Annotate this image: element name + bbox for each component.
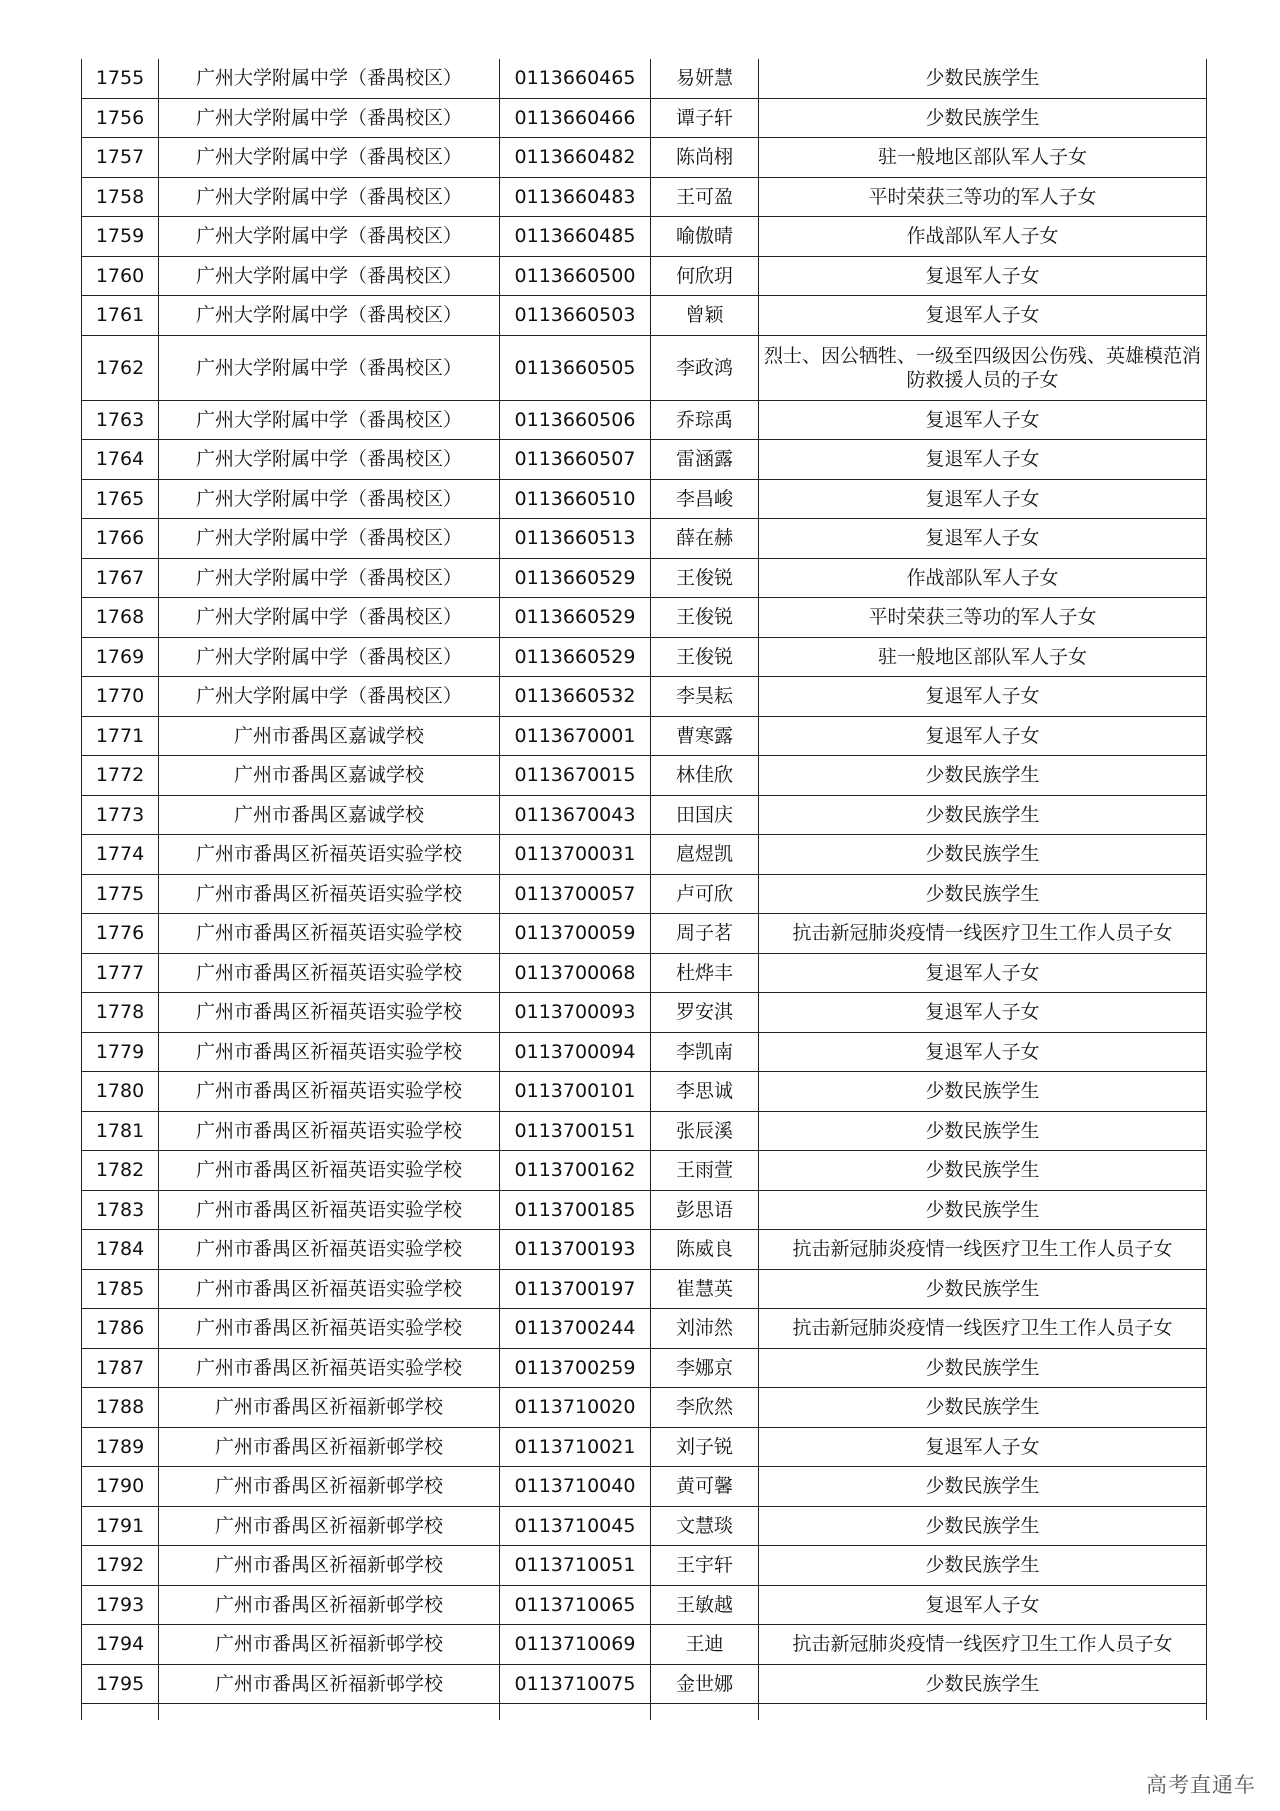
category-cell: 复退军人子女 — [759, 400, 1207, 440]
student-id-cell: 0113660507 — [500, 440, 651, 480]
table-body — [82, 59, 1207, 1720]
row-number-cell: 1794 — [82, 1625, 159, 1665]
student-name-cell: 陈威良 — [651, 1230, 759, 1270]
table-row — [82, 835, 1207, 875]
student-id-cell: 0113660513 — [500, 519, 651, 559]
row-number-cell: 1770 — [82, 677, 159, 717]
row-number-cell: 1755 — [82, 59, 159, 98]
school-name-cell: 广州市番禺区嘉诚学校 — [159, 756, 500, 796]
category-cell: 抗击新冠肺炎疫情一线医疗卫生工作人员子女 — [759, 914, 1207, 954]
student-id-cell: 0113710065 — [500, 1585, 651, 1625]
student-id-cell: 0113710045 — [500, 1506, 651, 1546]
table-row — [82, 479, 1207, 519]
student-id-cell: 0113660529 — [500, 637, 651, 677]
school-name-cell: 广州市番禺区祈福新邨学校 — [159, 1467, 500, 1507]
category-cell: 复退军人子女 — [759, 677, 1207, 717]
table-row — [82, 795, 1207, 835]
school-name-cell: 广州大学附属中学（番禺校区） — [159, 400, 500, 440]
table-row — [82, 1585, 1207, 1625]
category-cell: 少数民族学生 — [759, 1111, 1207, 1151]
student-id-cell: 0113660466 — [500, 98, 651, 138]
row-number-cell: 1772 — [82, 756, 159, 796]
school-name-cell: 广州大学附属中学（番禺校区） — [159, 677, 500, 717]
row-number-cell: 1777 — [82, 953, 159, 993]
category-cell: 复退军人子女 — [759, 256, 1207, 296]
table-row — [82, 177, 1207, 217]
table-row — [82, 993, 1207, 1033]
student-name-cell: 王宇轩 — [651, 1546, 759, 1586]
table-row — [82, 1348, 1207, 1388]
student-id-cell: 0113700101 — [500, 1072, 651, 1112]
empty-cell — [651, 1704, 759, 1721]
category-cell: 少数民族学生 — [759, 1348, 1207, 1388]
row-number-cell: 1793 — [82, 1585, 159, 1625]
student-name-cell: 周子茗 — [651, 914, 759, 954]
row-number-cell: 1786 — [82, 1309, 159, 1349]
category-cell: 少数民族学生 — [759, 1546, 1207, 1586]
school-name-cell: 广州市番禺区祈福英语实验学校 — [159, 1072, 500, 1112]
student-name-cell: 李思诚 — [651, 1072, 759, 1112]
student-name-cell: 曹寒露 — [651, 716, 759, 756]
row-number-cell: 1775 — [82, 874, 159, 914]
student-name-cell: 薛在赫 — [651, 519, 759, 559]
student-name-cell: 李昌峻 — [651, 479, 759, 519]
student-id-cell: 0113670015 — [500, 756, 651, 796]
student-name-cell: 曾颖 — [651, 296, 759, 336]
row-number-cell: 1768 — [82, 598, 159, 638]
row-number-cell: 1792 — [82, 1546, 159, 1586]
row-number-cell: 1764 — [82, 440, 159, 480]
row-number-cell: 1758 — [82, 177, 159, 217]
category-cell: 复退军人子女 — [759, 716, 1207, 756]
table-row — [82, 1664, 1207, 1704]
row-number-cell: 1771 — [82, 716, 159, 756]
student-name-cell: 杜烨丰 — [651, 953, 759, 993]
table-row — [82, 914, 1207, 954]
student-id-cell: 0113660485 — [500, 217, 651, 257]
student-id-cell: 0113660483 — [500, 177, 651, 217]
school-name-cell: 广州大学附属中学（番禺校区） — [159, 98, 500, 138]
student-name-cell: 王俊锐 — [651, 637, 759, 677]
row-number-cell: 1778 — [82, 993, 159, 1033]
row-number-cell: 1795 — [82, 1664, 159, 1704]
table-row — [82, 98, 1207, 138]
school-name-cell: 广州市番禺区祈福新邨学校 — [159, 1546, 500, 1586]
empty-cell — [500, 1704, 651, 1721]
student-name-cell: 李昊耘 — [651, 677, 759, 717]
school-name-cell: 广州市番禺区祈福新邨学校 — [159, 1585, 500, 1625]
table-row — [82, 953, 1207, 993]
table-row — [82, 256, 1207, 296]
student-id-cell: 0113700259 — [500, 1348, 651, 1388]
student-name-cell: 易妍慧 — [651, 59, 759, 98]
student-id-cell: 0113710020 — [500, 1388, 651, 1428]
table-row — [82, 59, 1207, 98]
category-cell: 复退军人子女 — [759, 479, 1207, 519]
student-id-cell: 0113710075 — [500, 1664, 651, 1704]
student-name-cell: 李凯南 — [651, 1032, 759, 1072]
student-id-cell: 0113710021 — [500, 1427, 651, 1467]
table-row — [82, 1467, 1207, 1507]
student-name-cell: 王俊锐 — [651, 598, 759, 638]
category-cell: 少数民族学生 — [759, 1151, 1207, 1191]
student-id-cell: 0113660510 — [500, 479, 651, 519]
row-number-cell: 1783 — [82, 1190, 159, 1230]
table-row — [82, 677, 1207, 717]
watermark: 高考直通车 — [1146, 1773, 1256, 1797]
row-number-cell: 1765 — [82, 479, 159, 519]
category-cell: 少数民族学生 — [759, 795, 1207, 835]
row-number-cell: 1779 — [82, 1032, 159, 1072]
student-id-cell: 0113700151 — [500, 1111, 651, 1151]
student-id-cell: 0113710051 — [500, 1546, 651, 1586]
category-cell: 抗击新冠肺炎疫情一线医疗卫生工作人员子女 — [759, 1230, 1207, 1270]
row-number-cell: 1789 — [82, 1427, 159, 1467]
category-cell: 少数民族学生 — [759, 874, 1207, 914]
school-name-cell: 广州大学附属中学（番禺校区） — [159, 296, 500, 336]
school-name-cell: 广州市番禺区祈福英语实验学校 — [159, 835, 500, 875]
admission-table — [81, 59, 1207, 1720]
student-id-cell: 0113700057 — [500, 874, 651, 914]
student-name-cell: 金世娜 — [651, 1664, 759, 1704]
school-name-cell: 广州市番禺区祈福英语实验学校 — [159, 1348, 500, 1388]
row-number-cell: 1780 — [82, 1072, 159, 1112]
student-name-cell: 刘子锐 — [651, 1427, 759, 1467]
school-name-cell: 广州市番禺区祈福新邨学校 — [159, 1625, 500, 1665]
student-name-cell: 林佳欣 — [651, 756, 759, 796]
category-cell: 驻一般地区部队军人子女 — [759, 637, 1207, 677]
table-row — [82, 1151, 1207, 1191]
empty-cell — [82, 1704, 159, 1721]
student-id-cell: 0113700094 — [500, 1032, 651, 1072]
student-name-cell: 谭子轩 — [651, 98, 759, 138]
school-name-cell: 广州市番禺区祈福新邨学校 — [159, 1664, 500, 1704]
student-name-cell: 罗安淇 — [651, 993, 759, 1033]
table-row — [82, 1230, 1207, 1270]
row-number-cell: 1759 — [82, 217, 159, 257]
student-id-cell: 0113700185 — [500, 1190, 651, 1230]
student-name-cell: 彭思语 — [651, 1190, 759, 1230]
row-number-cell: 1788 — [82, 1388, 159, 1428]
category-cell: 抗击新冠肺炎疫情一线医疗卫生工作人员子女 — [759, 1309, 1207, 1349]
school-name-cell: 广州大学附属中学（番禺校区） — [159, 138, 500, 178]
category-cell: 少数民族学生 — [759, 835, 1207, 875]
school-name-cell: 广州大学附属中学（番禺校区） — [159, 440, 500, 480]
student-name-cell: 王可盈 — [651, 177, 759, 217]
row-number-cell: 1763 — [82, 400, 159, 440]
row-number-cell: 1791 — [82, 1506, 159, 1546]
table-row — [82, 1546, 1207, 1586]
school-name-cell: 广州市番禺区祈福英语实验学校 — [159, 1151, 500, 1191]
student-id-cell: 0113660482 — [500, 138, 651, 178]
school-name-cell: 广州市番禺区祈福英语实验学校 — [159, 1230, 500, 1270]
student-id-cell: 0113700193 — [500, 1230, 651, 1270]
student-name-cell: 田国庆 — [651, 795, 759, 835]
table-row — [82, 217, 1207, 257]
row-number-cell: 1760 — [82, 256, 159, 296]
student-name-cell: 刘沛然 — [651, 1309, 759, 1349]
student-id-cell: 0113660506 — [500, 400, 651, 440]
student-id-cell: 0113700244 — [500, 1309, 651, 1349]
category-cell: 作战部队军人子女 — [759, 558, 1207, 598]
student-id-cell: 0113700068 — [500, 953, 651, 993]
school-name-cell: 广州大学附属中学（番禺校区） — [159, 217, 500, 257]
row-number-cell: 1769 — [82, 637, 159, 677]
row-number-cell: 1785 — [82, 1269, 159, 1309]
student-name-cell: 喻傲晴 — [651, 217, 759, 257]
student-name-cell: 李欣然 — [651, 1388, 759, 1428]
student-id-cell: 0113670001 — [500, 716, 651, 756]
student-id-cell: 0113660529 — [500, 558, 651, 598]
table-row — [82, 1190, 1207, 1230]
school-name-cell: 广州大学附属中学（番禺校区） — [159, 177, 500, 217]
student-name-cell: 王敏越 — [651, 1585, 759, 1625]
student-id-cell: 0113700093 — [500, 993, 651, 1033]
student-id-cell: 0113660465 — [500, 59, 651, 98]
school-name-cell: 广州市番禺区祈福英语实验学校 — [159, 993, 500, 1033]
category-cell: 少数民族学生 — [759, 756, 1207, 796]
category-cell: 抗击新冠肺炎疫情一线医疗卫生工作人员子女 — [759, 1625, 1207, 1665]
table-row — [82, 1032, 1207, 1072]
category-cell: 少数民族学生 — [759, 1388, 1207, 1428]
table-row — [82, 1625, 1207, 1665]
category-cell: 少数民族学生 — [759, 1664, 1207, 1704]
category-cell: 复退军人子女 — [759, 440, 1207, 480]
student-name-cell: 李政鸿 — [651, 335, 759, 400]
table-row — [82, 400, 1207, 440]
student-id-cell: 0113670043 — [500, 795, 651, 835]
category-cell: 复退军人子女 — [759, 1032, 1207, 1072]
row-number-cell: 1787 — [82, 1348, 159, 1388]
school-name-cell: 广州市番禺区祈福英语实验学校 — [159, 1269, 500, 1309]
school-name-cell: 广州市番禺区祈福新邨学校 — [159, 1506, 500, 1546]
student-name-cell: 卢可欣 — [651, 874, 759, 914]
category-cell: 少数民族学生 — [759, 98, 1207, 138]
school-name-cell: 广州大学附属中学（番禺校区） — [159, 59, 500, 98]
school-name-cell: 广州大学附属中学（番禺校区） — [159, 519, 500, 559]
category-cell: 复退军人子女 — [759, 1427, 1207, 1467]
student-name-cell: 陈尚栩 — [651, 138, 759, 178]
category-cell: 复退军人子女 — [759, 519, 1207, 559]
school-name-cell: 广州大学附属中学（番禺校区） — [159, 335, 500, 400]
table-row — [82, 637, 1207, 677]
school-name-cell: 广州市番禺区祈福英语实验学校 — [159, 914, 500, 954]
student-name-cell: 扈煜凯 — [651, 835, 759, 875]
table-row — [82, 716, 1207, 756]
row-number-cell: 1757 — [82, 138, 159, 178]
category-cell: 复退军人子女 — [759, 993, 1207, 1033]
student-id-cell: 0113710040 — [500, 1467, 651, 1507]
table-row — [82, 874, 1207, 914]
school-name-cell: 广州市番禺区祈福英语实验学校 — [159, 1309, 500, 1349]
row-number-cell: 1784 — [82, 1230, 159, 1270]
category-cell: 作战部队军人子女 — [759, 217, 1207, 257]
student-name-cell: 王俊锐 — [651, 558, 759, 598]
category-cell: 复退军人子女 — [759, 1585, 1207, 1625]
student-id-cell: 0113660500 — [500, 256, 651, 296]
table-row — [82, 1388, 1207, 1428]
student-name-cell: 王雨萱 — [651, 1151, 759, 1191]
student-id-cell: 0113700162 — [500, 1151, 651, 1191]
row-number-cell: 1766 — [82, 519, 159, 559]
student-name-cell: 雷涵露 — [651, 440, 759, 480]
table-row — [82, 1506, 1207, 1546]
table-row — [82, 756, 1207, 796]
student-name-cell: 李娜京 — [651, 1348, 759, 1388]
table-row — [82, 519, 1207, 559]
row-number-cell: 1756 — [82, 98, 159, 138]
student-id-cell: 0113660532 — [500, 677, 651, 717]
student-id-cell: 0113700059 — [500, 914, 651, 954]
table-row — [82, 335, 1207, 400]
school-name-cell: 广州市番禺区祈福英语实验学校 — [159, 1111, 500, 1151]
category-cell: 少数民族学生 — [759, 1190, 1207, 1230]
student-name-cell: 崔慧英 — [651, 1269, 759, 1309]
table-row — [82, 1309, 1207, 1349]
school-name-cell: 广州市番禺区嘉诚学校 — [159, 716, 500, 756]
student-name-cell: 何欣玥 — [651, 256, 759, 296]
category-cell: 少数民族学生 — [759, 1506, 1207, 1546]
row-number-cell: 1790 — [82, 1467, 159, 1507]
category-cell: 少数民族学生 — [759, 59, 1207, 98]
category-cell: 少数民族学生 — [759, 1072, 1207, 1112]
row-number-cell: 1782 — [82, 1151, 159, 1191]
table-row — [82, 440, 1207, 480]
table-row — [82, 598, 1207, 638]
row-number-cell: 1762 — [82, 335, 159, 400]
category-cell: 平时荣获三等功的军人子女 — [759, 177, 1207, 217]
row-number-cell: 1767 — [82, 558, 159, 598]
continuation-row — [82, 1704, 1207, 1721]
table-row — [82, 1269, 1207, 1309]
student-id-cell: 0113710069 — [500, 1625, 651, 1665]
school-name-cell: 广州大学附属中学（番禺校区） — [159, 256, 500, 296]
school-name-cell: 广州大学附属中学（番禺校区） — [159, 637, 500, 677]
row-number-cell: 1776 — [82, 914, 159, 954]
school-name-cell: 广州市番禺区祈福新邨学校 — [159, 1427, 500, 1467]
row-number-cell: 1774 — [82, 835, 159, 875]
empty-cell — [159, 1704, 500, 1721]
table-row — [82, 1111, 1207, 1151]
school-name-cell: 广州市番禺区嘉诚学校 — [159, 795, 500, 835]
school-name-cell: 广州大学附属中学（番禺校区） — [159, 558, 500, 598]
school-name-cell: 广州大学附属中学（番禺校区） — [159, 598, 500, 638]
empty-cell — [759, 1704, 1207, 1721]
student-id-cell: 0113660529 — [500, 598, 651, 638]
table-row — [82, 1072, 1207, 1112]
student-name-cell: 张辰溪 — [651, 1111, 759, 1151]
category-cell: 少数民族学生 — [759, 1467, 1207, 1507]
row-number-cell: 1781 — [82, 1111, 159, 1151]
school-name-cell: 广州市番禺区祈福英语实验学校 — [159, 874, 500, 914]
category-cell: 平时荣获三等功的军人子女 — [759, 598, 1207, 638]
category-cell: 复退军人子女 — [759, 953, 1207, 993]
school-name-cell: 广州市番禺区祈福新邨学校 — [159, 1388, 500, 1428]
table-row — [82, 296, 1207, 336]
row-number-cell: 1773 — [82, 795, 159, 835]
category-cell: 复退军人子女 — [759, 296, 1207, 336]
table-row — [82, 558, 1207, 598]
table-row — [82, 1427, 1207, 1467]
school-name-cell: 广州大学附属中学（番禺校区） — [159, 479, 500, 519]
row-number-cell: 1761 — [82, 296, 159, 336]
category-cell: 少数民族学生 — [759, 1269, 1207, 1309]
student-id-cell: 0113700031 — [500, 835, 651, 875]
school-name-cell: 广州市番禺区祈福英语实验学校 — [159, 1190, 500, 1230]
student-id-cell: 0113700197 — [500, 1269, 651, 1309]
school-name-cell: 广州市番禺区祈福英语实验学校 — [159, 1032, 500, 1072]
student-id-cell: 0113660503 — [500, 296, 651, 336]
school-name-cell: 广州市番禺区祈福英语实验学校 — [159, 953, 500, 993]
category-cell: 烈士、因公牺牲、一级至四级因公伤残、英雄模范消防救援人员的子女 — [759, 335, 1207, 400]
student-id-cell: 0113660505 — [500, 335, 651, 400]
student-name-cell: 王迪 — [651, 1625, 759, 1665]
student-name-cell: 乔琮禹 — [651, 400, 759, 440]
student-name-cell: 黄可馨 — [651, 1467, 759, 1507]
student-name-cell: 文慧琰 — [651, 1506, 759, 1546]
category-cell: 驻一般地区部队军人子女 — [759, 138, 1207, 178]
table-row — [82, 138, 1207, 178]
